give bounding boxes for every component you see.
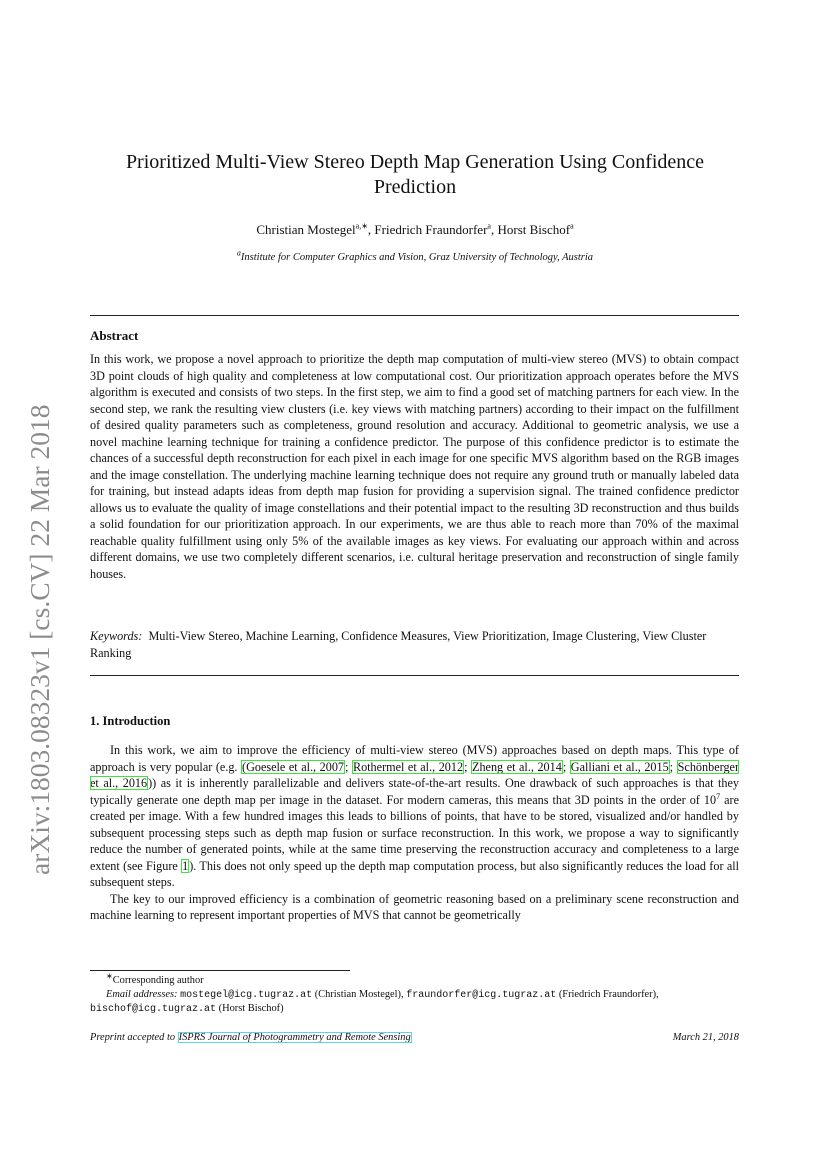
email-label: Email addresses: bbox=[106, 988, 178, 1000]
journal-link[interactable]: ISPRS Journal of Photogrammetry and Remote Sensing bbox=[178, 1032, 411, 1043]
corresponding-author-note bbox=[90, 971, 739, 988]
paragraph bbox=[90, 742, 739, 891]
citation-link[interactable]: (Goesele et al., 2007 bbox=[242, 759, 345, 774]
paper-title: Prioritized Multi-View Stereo Depth Map Generation Using Confidence Prediction bbox=[125, 151, 705, 198]
introduction-body bbox=[90, 742, 739, 924]
paragraph-text: )) as it is inherently parallelizable and delivers state-of-the-art results. One drawback of such approaches is that they typically generate one depth map per image in the dataset. For modern cameras, this means that 3D points in the order of 10 bbox=[90, 776, 740, 807]
citation-link[interactable]: Schönberger et al., 2016 bbox=[90, 759, 740, 790]
email-owner: (Friedrich Fraundorfer), bbox=[556, 988, 659, 1000]
author-name: Horst Bischof bbox=[497, 222, 571, 237]
author-name: Friedrich Fraundorfer bbox=[374, 222, 488, 237]
citation-separator: ; bbox=[464, 759, 472, 774]
citation-separator: ; bbox=[669, 759, 677, 774]
abstract-text: In this work, we propose a novel approach to prioritize the depth map computation of multi-view stereo (MVS) to obtain compact 3D point clouds of high quality and completeness at low computational cost. Our prioritization approach operates before the MVS algorithm is executed and consists of two steps. In the first step, we aim to find a good set of matching partners for each view. In the second step, we rank the resulting view clusters (i.e. key views with matching partners) according to their impact on the fulfillment of desired quality parameters such as completeness, ground resolution and accuracy. Additional to geometric analysis, we use a novel machine learning technique for training a confidence predictor. The purpose of this confidence predictor is to estimate the chances of a successful depth reconstruction for each pixel in each image for one specific MVS algorithm based on the RGB images and the image constellation. The underlying machine learning technique does not require any ground truth or manually labeled data for training, but instead adapts ideas from depth map fusion for providing a supervision signal. The trained confidence predictor allows us to evaluate the quality of image constellations and their potential impact to the resulting 3D reconstruction and thus builds a solid foundation for our prioritization approach. In our experiments, we are thus able to reach more than 70% of the maximal reachable quality fulfillment using only 5% of the available images as key views. For evaluating our approach within and across different domains, we use two completely different scenarios, i.e. cultural heritage preservation and reconstruction of single family houses. bbox=[90, 352, 739, 581]
citation-link[interactable]: Zheng et al., 2014 bbox=[472, 759, 562, 774]
citation-separator: ; bbox=[562, 759, 570, 774]
footnote-mark: ∗ bbox=[106, 971, 113, 981]
footnote-rule bbox=[90, 970, 350, 971]
email-addresses bbox=[90, 988, 739, 1003]
author-affiliation-mark: a bbox=[570, 221, 574, 231]
author-list bbox=[90, 222, 740, 238]
keywords-label: Keywords: bbox=[90, 629, 143, 643]
affiliation-mark: a bbox=[236, 248, 241, 258]
affiliation-text: Institute for Computer Graphics and Vision, Graz University of Technology, Austria bbox=[240, 252, 594, 263]
author-separator: , bbox=[490, 222, 498, 237]
author-name: Christian Mostegel bbox=[256, 222, 356, 237]
citation-separator: ; bbox=[345, 759, 352, 774]
paragraph-text: are created per image. With a few hundred images this leads to billions of points, that have to be stored, visualized and/or handled by subsequent processing steps such as depth map fusion or surface reconstruction. In this work, we propose a way to significantly reduce the number of generated points, while at the same time preserving the reconstruction accuracy and completeness to a large extent (see Figure bbox=[90, 792, 739, 873]
figure-link[interactable]: 1 bbox=[182, 858, 189, 873]
abstract-heading: Abstract bbox=[90, 328, 139, 343]
arxiv-identifier-text: arXiv:1803.08323v1 [cs.CV] 22 Mar 2018 bbox=[24, 404, 55, 875]
paragraph-text: In this work, we aim to improve the efficiency of multi-view stereo (MVS) approaches based on depth maps. This type of approach is very popular (e.g. bbox=[90, 743, 739, 774]
email-address: bischof@icg.tugraz.at bbox=[90, 1004, 217, 1015]
author-separator: , bbox=[367, 222, 375, 237]
keywords bbox=[90, 628, 739, 661]
section-heading-introduction: 1. Introduction bbox=[90, 714, 171, 728]
abstract-bottom-rule bbox=[90, 675, 739, 676]
corresponding-author-text: Corresponding author bbox=[112, 975, 204, 986]
arxiv-identifier-stamp bbox=[20, 360, 60, 875]
paragraph-text: ). This does not only speed up the depth map computation process, but also significantly reduces the load for all subsequent steps. bbox=[90, 858, 739, 889]
keywords-text: Multi-View Stereo, Machine Learning, Confidence Measures, View Prioritization, Image Clustering, View Cluster Ranking bbox=[90, 629, 707, 660]
citation-link[interactable]: Galliani et al., 2015 bbox=[570, 759, 669, 774]
email-address: mostegel@icg.tugraz.at bbox=[180, 989, 313, 1001]
preprint-date: March 21, 2018 bbox=[672, 1032, 739, 1043]
email-addresses-continued bbox=[90, 1002, 739, 1017]
author-affiliation-mark: a,∗ bbox=[355, 221, 368, 231]
email-address: fraundorfer@icg.tugraz.at bbox=[406, 989, 557, 1001]
page-footer bbox=[90, 1032, 739, 1043]
affiliation bbox=[90, 248, 740, 263]
preprint-note: Preprint accepted to bbox=[90, 1032, 178, 1043]
email-owner: (Christian Mostegel), bbox=[312, 988, 407, 1000]
citation-link[interactable]: Rothermel et al., 2012 bbox=[352, 759, 464, 774]
paragraph: The key to our improved efficiency is a combination of geometric reasoning based on a preliminary scene reconstruction and machine learning to represent important properties of MVS that cannot be geometrically bbox=[90, 891, 739, 922]
exponent: 7 bbox=[716, 791, 721, 801]
email-owner: (Horst Bischof) bbox=[216, 1003, 284, 1014]
abstract-top-rule bbox=[90, 315, 739, 316]
footnote bbox=[90, 971, 739, 1017]
author-affiliation-mark: a bbox=[487, 221, 491, 231]
